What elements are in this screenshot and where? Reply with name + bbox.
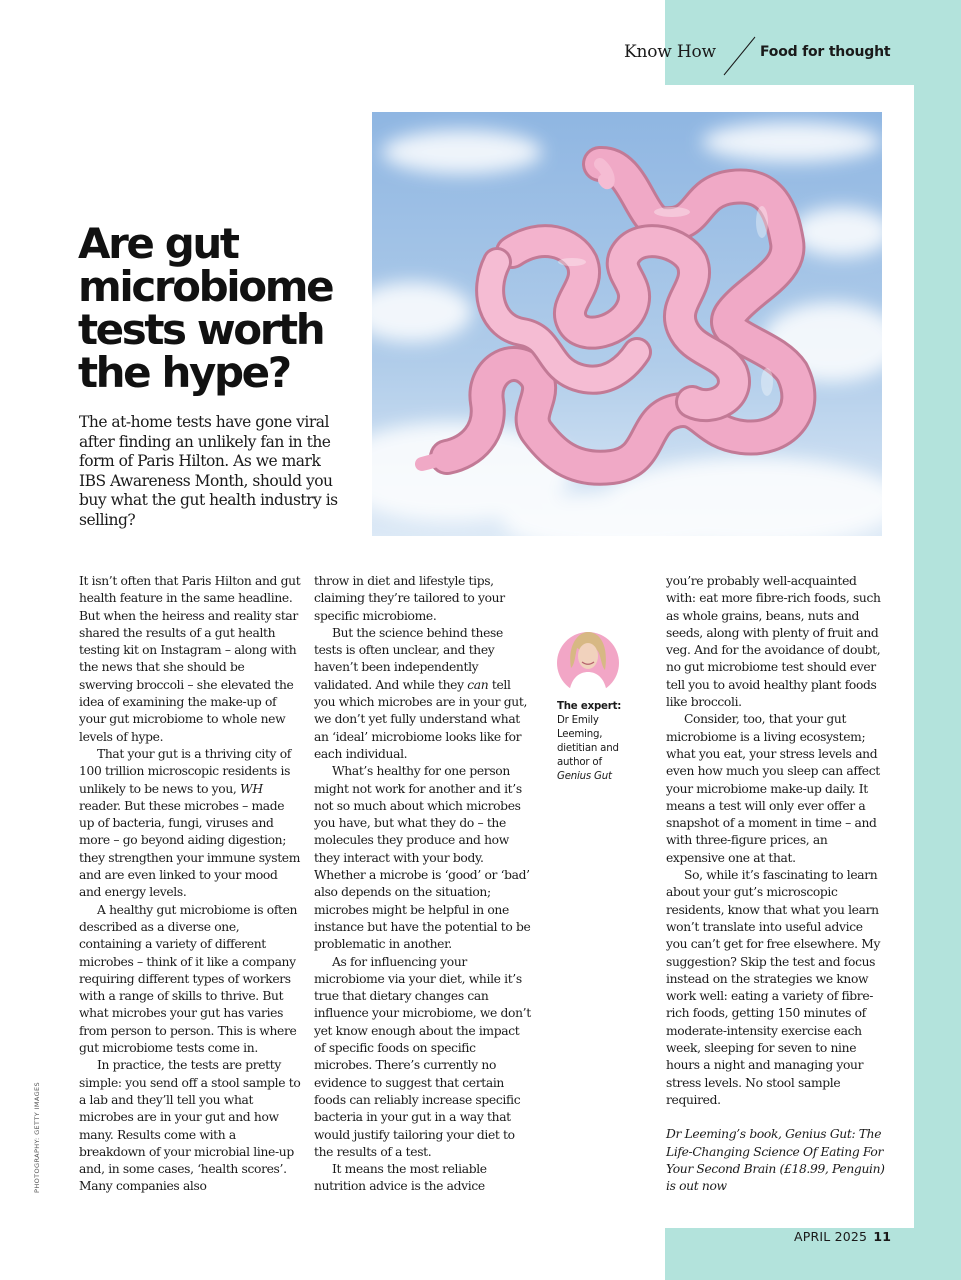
body-column-3 bbox=[666, 573, 886, 1195]
paragraph: Consider, too, that your gut microbiome is a living ecosystem; what you eat, your stress levels and even how much you sleep can affect your microbiome make-up daily. It means a test will only ever offer a snapshot of a moment in time – and with three-figure prices, an expensive one at that. bbox=[666, 712, 880, 865]
paragraph: But the science behind these tests is often unclear, and they haven’t been independently validated. And while they can tell you which microbes are in your gut, we don’t yet fully understand what an ‘ideal’ microbiome looks like for each individual. bbox=[314, 625, 528, 761]
body-column-2 bbox=[314, 573, 534, 1196]
body-column-1 bbox=[79, 573, 301, 1196]
expert-caption bbox=[557, 700, 637, 784]
section-header bbox=[624, 36, 904, 72]
paragraph: What’s healthy for one person might not work for another and it’s not so much about which microbes you have, but what they do – the molecules they produce and how they interact with your body. Whether a microbe is ‘good’ or ‘bad’ also depends on the situation; microbes might be helpful in one instance but have the potential to be problematic in another. bbox=[314, 764, 531, 952]
expert-title: The expert: bbox=[557, 701, 622, 712]
paragraph: It means the most reliable nutrition advice is the advice bbox=[314, 1162, 487, 1194]
expert-book: Genius Gut bbox=[557, 771, 612, 782]
paragraph: A healthy gut microbiome is often described as a diverse one, containing a variety of different microbes – think of it like a company requiring different types of workers with a range of skills to thrive. But what microbes your gut has varies from person to person. This is where gut microbiome tests come in. bbox=[79, 902, 298, 1056]
expert-avatar bbox=[557, 624, 619, 694]
intestine-illustration bbox=[372, 112, 882, 536]
section-sublabel: Food for thought bbox=[760, 44, 891, 60]
slash-divider bbox=[721, 36, 757, 76]
photo-credit: PHOTOGRAPHY: GETTY IMAGES bbox=[33, 1081, 41, 1193]
section-label: Know How bbox=[624, 42, 716, 62]
paragraph: That your gut is a thriving city of 100 trillion microscopic residents is unlikely to be news to you, WH reader. But these microbes – made up of bacteria, fungi, viruses and more – go beyond aiding digestion; they strengthen your immune system and are even linked to your mood and energy levels. bbox=[79, 746, 301, 900]
issue-date: APRIL 2025 bbox=[794, 1229, 868, 1244]
folio bbox=[794, 1229, 891, 1244]
expert-box bbox=[557, 624, 637, 784]
paragraph: you’re probably well-acquainted with: eat more fibre-rich foods, such as whole grains, beans, nuts and seeds, along with plenty of fruit and veg. And for the avoidance of doubt, no gut microbiome test should ever tell you to avoid healthy plant foods like broccoli. bbox=[666, 574, 881, 710]
expert-description: Dr Emily Leeming, dietitian and author of bbox=[557, 715, 619, 768]
paragraph: throw in diet and lifestyle tips, claiming they’re tailored to your specific microbiome. bbox=[314, 574, 505, 623]
paragraph: So, while it’s fascinating to learn about your gut’s microscopic residents, know that what you learn won’t translate into useful advice you can’t get for free elsewhere. My suggestion? Skip the test and focus instead on the strategies we know work well: eating a variety of fibre-rich foods, getting 150 minutes of moderate-intensity exercise each week, sleeping for seven to nine hours a night and managing your stress levels. No stool sample required. bbox=[666, 868, 881, 1107]
page-number: 11 bbox=[873, 1229, 892, 1244]
headline: Are gut microbiome tests worth the hype? bbox=[78, 219, 333, 397]
paragraph: It isn’t often that Paris Hilton and gut health feature in the same headline. But when the heiress and reality star shared the results of a gut health testing kit on Instagram – along with the news that she should be swerving broccoli – she elevated the idea of examining the make-up of your gut microbiome to whole new levels of hype. bbox=[79, 574, 301, 744]
standfirst: The at-home tests have gone viral after finding an unlikely fan in the form of Paris Hilton. As we mark IBS Awareness Month, should you buy what the gut health industry is selling? bbox=[79, 413, 338, 529]
hero-image bbox=[372, 112, 882, 536]
paragraph: As for influencing your microbiome via your diet, while it’s true that dietary changes can influence your microbiome, we don’t yet know enough about the impact of specific foods on specific microbes. There’s currently no evidence to suggest that certain foods can reliably increase specific bacteria in your gut in a way that would justify tailoring your diet to the results of a test. bbox=[314, 954, 531, 1159]
paragraph: In practice, the tests are pretty simple: you send off a stool sample to a lab and they’ll tell you what microbes are in your gut and how many. Results come with a breakdown of your microbial line-up and, in some cases, ‘health scores’. Many companies also bbox=[79, 1058, 301, 1194]
book-credit: Dr Leeming’s book, Genius Gut: The Life-Changing Science Of Eating For Your Second Brain (£18.99, Penguin) is out now bbox=[666, 1127, 885, 1194]
teal-accent-right bbox=[914, 0, 961, 1280]
